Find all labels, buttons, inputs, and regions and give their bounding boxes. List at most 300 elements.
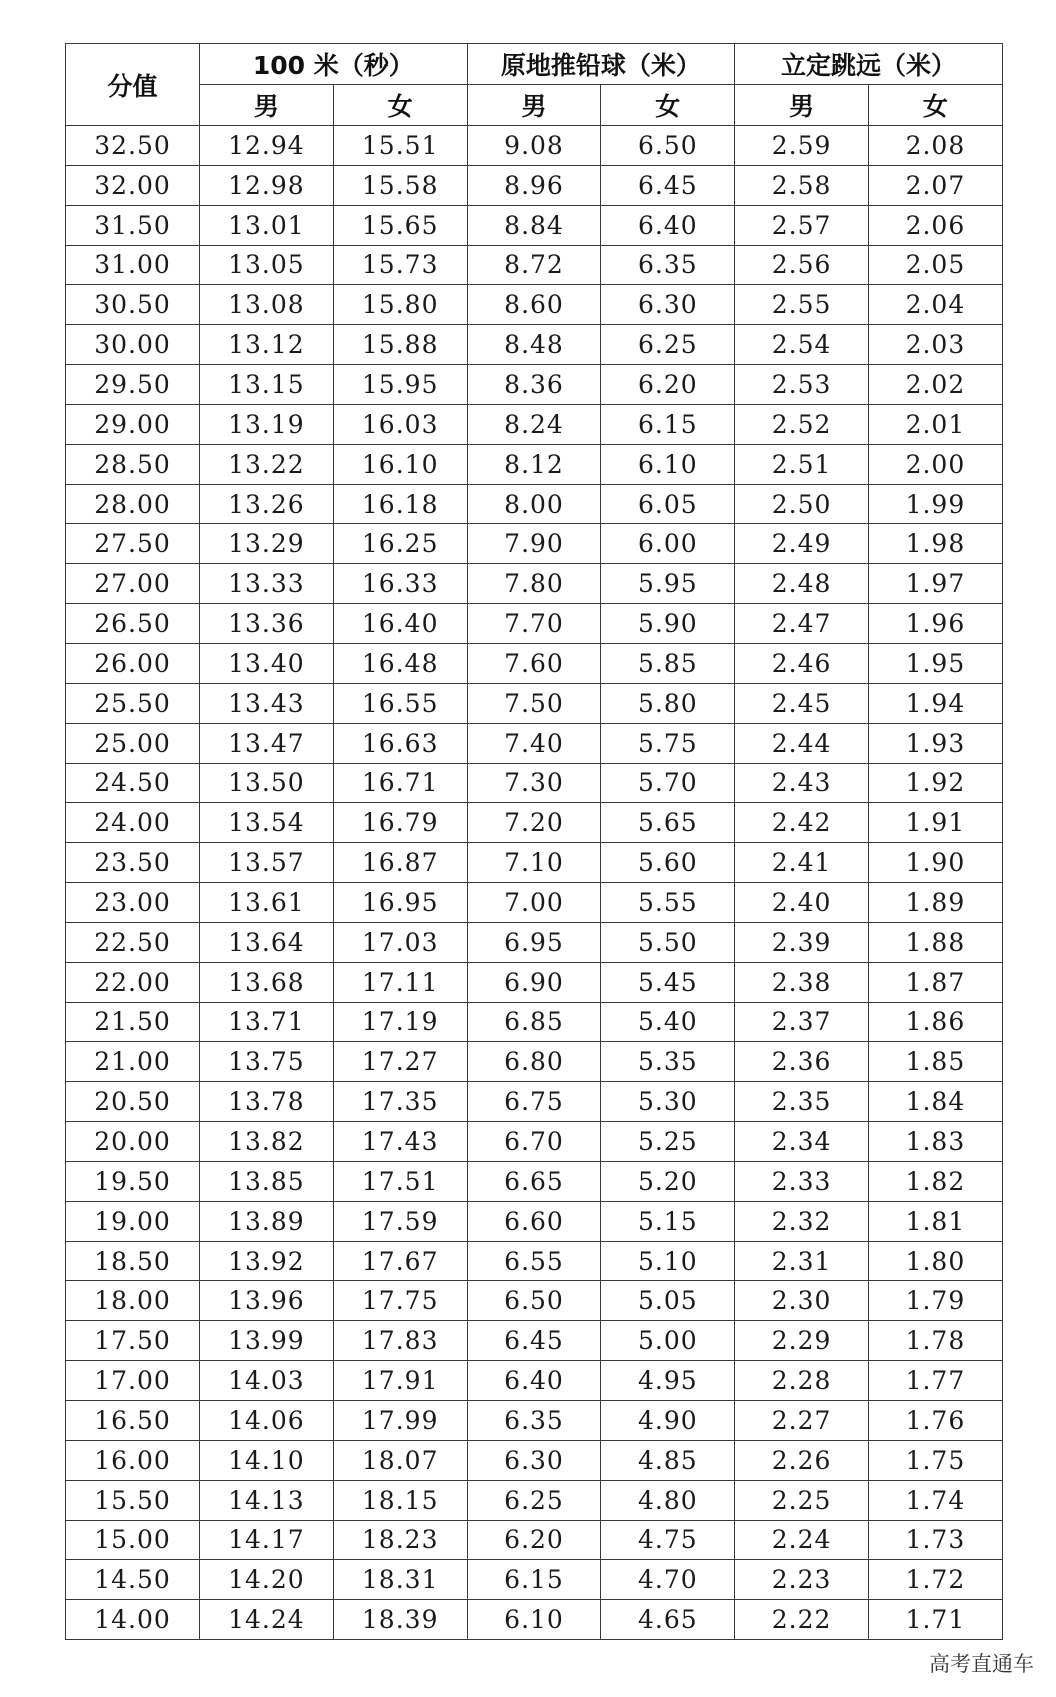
cell-long-jump-female: 1.78 (869, 1321, 1003, 1361)
cell-shot-put-female: 5.20 (601, 1161, 735, 1201)
cell-long-jump-female: 1.71 (869, 1600, 1003, 1640)
cell-shot-put-male: 8.96 (467, 165, 601, 205)
cell-long-jump-male: 2.30 (735, 1281, 869, 1321)
cell-long-jump-female: 1.89 (869, 883, 1003, 923)
table-row (66, 1241, 1003, 1281)
cell-shot-put-female: 5.50 (601, 922, 735, 962)
cell-100m-male: 14.13 (200, 1480, 334, 1520)
table-row (66, 285, 1003, 325)
cell-100m-male: 13.36 (200, 604, 334, 644)
table-row (66, 564, 1003, 604)
cell-score: 30.00 (66, 325, 200, 365)
table-row (66, 1281, 1003, 1321)
cell-long-jump-male: 2.51 (735, 444, 869, 484)
cell-100m-female: 17.91 (333, 1361, 467, 1401)
cell-100m-male: 13.85 (200, 1161, 334, 1201)
cell-long-jump-male: 2.47 (735, 604, 869, 644)
cell-long-jump-female: 1.77 (869, 1361, 1003, 1401)
cell-long-jump-female: 1.92 (869, 763, 1003, 803)
header-shot-put-male: 男 (467, 85, 601, 126)
cell-100m-male: 13.08 (200, 285, 334, 325)
cell-long-jump-male: 2.32 (735, 1201, 869, 1241)
cell-long-jump-male: 2.24 (735, 1520, 869, 1560)
cell-100m-female: 16.40 (333, 604, 467, 644)
cell-long-jump-male: 2.57 (735, 205, 869, 245)
table-row (66, 803, 1003, 843)
cell-shot-put-female: 4.90 (601, 1401, 735, 1441)
cell-100m-female: 16.55 (333, 683, 467, 723)
table-row (66, 205, 1003, 245)
header-100m: 100 米（秒） (200, 44, 468, 85)
cell-score: 25.00 (66, 723, 200, 763)
cell-shot-put-female: 5.95 (601, 564, 735, 604)
cell-score: 26.50 (66, 604, 200, 644)
cell-100m-male: 13.26 (200, 484, 334, 524)
cell-long-jump-female: 2.05 (869, 245, 1003, 285)
cell-score: 21.50 (66, 1002, 200, 1042)
cell-100m-male: 13.75 (200, 1042, 334, 1082)
cell-long-jump-female: 1.98 (869, 524, 1003, 564)
cell-100m-female: 16.87 (333, 843, 467, 883)
cell-shot-put-female: 6.40 (601, 205, 735, 245)
cell-long-jump-male: 2.40 (735, 883, 869, 923)
cell-long-jump-female: 1.85 (869, 1042, 1003, 1082)
cell-long-jump-male: 2.29 (735, 1321, 869, 1361)
table-row (66, 1361, 1003, 1401)
header-shot-put: 原地推铅球（米） (467, 44, 735, 85)
cell-100m-male: 13.89 (200, 1201, 334, 1241)
cell-long-jump-male: 2.33 (735, 1161, 869, 1201)
cell-shot-put-female: 5.70 (601, 763, 735, 803)
cell-shot-put-female: 5.30 (601, 1082, 735, 1122)
cell-score: 31.00 (66, 245, 200, 285)
cell-shot-put-male: 6.30 (467, 1440, 601, 1480)
cell-shot-put-female: 5.80 (601, 683, 735, 723)
cell-shot-put-female: 6.20 (601, 365, 735, 405)
cell-shot-put-female: 6.25 (601, 325, 735, 365)
cell-shot-put-female: 4.95 (601, 1361, 735, 1401)
cell-long-jump-male: 2.31 (735, 1241, 869, 1281)
cell-shot-put-female: 5.10 (601, 1241, 735, 1281)
cell-shot-put-female: 6.10 (601, 444, 735, 484)
cell-long-jump-female: 1.81 (869, 1201, 1003, 1241)
table-row (66, 325, 1003, 365)
cell-long-jump-female: 2.02 (869, 365, 1003, 405)
cell-score: 21.00 (66, 1042, 200, 1082)
table-row (66, 126, 1003, 166)
cell-long-jump-female: 1.93 (869, 723, 1003, 763)
cell-long-jump-female: 1.94 (869, 683, 1003, 723)
cell-score: 16.00 (66, 1440, 200, 1480)
cell-shot-put-female: 4.65 (601, 1600, 735, 1640)
cell-100m-female: 18.39 (333, 1600, 467, 1640)
cell-shot-put-male: 6.70 (467, 1122, 601, 1162)
cell-shot-put-female: 4.70 (601, 1560, 735, 1600)
cell-long-jump-female: 2.03 (869, 325, 1003, 365)
cell-score: 16.50 (66, 1401, 200, 1441)
cell-shot-put-female: 5.65 (601, 803, 735, 843)
cell-long-jump-female: 2.04 (869, 285, 1003, 325)
cell-100m-male: 14.10 (200, 1440, 334, 1480)
cell-shot-put-male: 8.48 (467, 325, 601, 365)
cell-shot-put-female: 5.40 (601, 1002, 735, 1042)
cell-score: 18.50 (66, 1241, 200, 1281)
cell-score: 24.50 (66, 763, 200, 803)
cell-100m-female: 18.31 (333, 1560, 467, 1600)
cell-100m-male: 12.98 (200, 165, 334, 205)
cell-score: 29.50 (66, 365, 200, 405)
cell-shot-put-male: 7.40 (467, 723, 601, 763)
cell-100m-male: 13.47 (200, 723, 334, 763)
table-row (66, 723, 1003, 763)
cell-100m-female: 15.65 (333, 205, 467, 245)
header-standing-long-jump: 立定跳远（米） (735, 44, 1003, 85)
cell-long-jump-female: 1.97 (869, 564, 1003, 604)
cell-100m-male: 14.24 (200, 1600, 334, 1640)
cell-100m-male: 13.82 (200, 1122, 334, 1162)
cell-long-jump-male: 2.28 (735, 1361, 869, 1401)
cell-long-jump-male: 2.38 (735, 962, 869, 1002)
cell-100m-female: 16.33 (333, 564, 467, 604)
cell-long-jump-female: 2.08 (869, 126, 1003, 166)
cell-long-jump-female: 1.79 (869, 1281, 1003, 1321)
cell-shot-put-male: 6.45 (467, 1321, 601, 1361)
cell-shot-put-female: 6.50 (601, 126, 735, 166)
cell-long-jump-male: 2.39 (735, 922, 869, 962)
cell-100m-female: 16.71 (333, 763, 467, 803)
cell-long-jump-male: 2.41 (735, 843, 869, 883)
cell-score: 23.50 (66, 843, 200, 883)
table-row (66, 524, 1003, 564)
cell-shot-put-female: 6.30 (601, 285, 735, 325)
cell-long-jump-male: 2.55 (735, 285, 869, 325)
cell-shot-put-female: 5.25 (601, 1122, 735, 1162)
cell-shot-put-male: 8.60 (467, 285, 601, 325)
cell-100m-male: 13.40 (200, 643, 334, 683)
cell-score: 17.50 (66, 1321, 200, 1361)
cell-long-jump-female: 1.83 (869, 1122, 1003, 1162)
cell-shot-put-female: 6.35 (601, 245, 735, 285)
cell-score: 15.00 (66, 1520, 200, 1560)
cell-shot-put-male: 8.12 (467, 444, 601, 484)
cell-long-jump-female: 1.73 (869, 1520, 1003, 1560)
table-row (66, 1600, 1003, 1640)
table-row (66, 643, 1003, 683)
cell-100m-male: 13.64 (200, 922, 334, 962)
cell-100m-female: 16.79 (333, 803, 467, 843)
cell-long-jump-female: 1.84 (869, 1082, 1003, 1122)
cell-long-jump-female: 1.82 (869, 1161, 1003, 1201)
cell-shot-put-male: 7.60 (467, 643, 601, 683)
cell-100m-male: 13.57 (200, 843, 334, 883)
cell-100m-male: 13.12 (200, 325, 334, 365)
table-header (66, 44, 1003, 126)
cell-100m-female: 17.19 (333, 1002, 467, 1042)
cell-shot-put-male: 7.90 (467, 524, 601, 564)
cell-shot-put-male: 6.80 (467, 1042, 601, 1082)
cell-shot-put-female: 4.80 (601, 1480, 735, 1520)
cell-100m-male: 13.50 (200, 763, 334, 803)
cell-100m-female: 16.95 (333, 883, 467, 923)
cell-long-jump-male: 2.42 (735, 803, 869, 843)
cell-shot-put-female: 5.15 (601, 1201, 735, 1241)
cell-100m-female: 15.88 (333, 325, 467, 365)
header-row-gender (66, 85, 1003, 126)
cell-score: 20.50 (66, 1082, 200, 1122)
header-long-jump-female: 女 (869, 85, 1003, 126)
cell-long-jump-female: 1.91 (869, 803, 1003, 843)
cell-score: 17.00 (66, 1361, 200, 1401)
cell-long-jump-female: 2.07 (869, 165, 1003, 205)
cell-long-jump-female: 1.90 (869, 843, 1003, 883)
cell-shot-put-female: 5.00 (601, 1321, 735, 1361)
table-row (66, 1321, 1003, 1361)
cell-shot-put-male: 7.10 (467, 843, 601, 883)
cell-shot-put-female: 5.45 (601, 962, 735, 1002)
score-table (65, 43, 1003, 1640)
cell-shot-put-male: 6.10 (467, 1600, 601, 1640)
cell-100m-female: 16.18 (333, 484, 467, 524)
watermark-text: 高考直通车 (929, 1652, 1034, 1676)
cell-100m-female: 16.03 (333, 404, 467, 444)
cell-long-jump-female: 2.01 (869, 404, 1003, 444)
cell-100m-male: 13.19 (200, 404, 334, 444)
cell-shot-put-male: 6.55 (467, 1241, 601, 1281)
cell-shot-put-female: 5.55 (601, 883, 735, 923)
cell-long-jump-male: 2.46 (735, 643, 869, 683)
score-table-container (65, 43, 1002, 1640)
cell-score: 25.50 (66, 683, 200, 723)
cell-100m-female: 17.83 (333, 1321, 467, 1361)
cell-score: 19.50 (66, 1161, 200, 1201)
cell-100m-male: 13.33 (200, 564, 334, 604)
cell-shot-put-male: 8.72 (467, 245, 601, 285)
cell-100m-male: 13.96 (200, 1281, 334, 1321)
cell-score: 24.00 (66, 803, 200, 843)
cell-long-jump-male: 2.56 (735, 245, 869, 285)
cell-long-jump-male: 2.54 (735, 325, 869, 365)
cell-shot-put-male: 6.25 (467, 1480, 601, 1520)
table-row (66, 883, 1003, 923)
cell-100m-female: 18.23 (333, 1520, 467, 1560)
cell-long-jump-male: 2.52 (735, 404, 869, 444)
cell-shot-put-male: 8.24 (467, 404, 601, 444)
header-100m-female: 女 (333, 85, 467, 126)
cell-score: 22.50 (66, 922, 200, 962)
cell-100m-female: 17.99 (333, 1401, 467, 1441)
cell-100m-female: 17.51 (333, 1161, 467, 1201)
table-row (66, 604, 1003, 644)
cell-long-jump-female: 1.86 (869, 1002, 1003, 1042)
cell-long-jump-male: 2.50 (735, 484, 869, 524)
table-row (66, 683, 1003, 723)
cell-100m-male: 12.94 (200, 126, 334, 166)
table-body (66, 126, 1003, 1640)
cell-100m-male: 13.78 (200, 1082, 334, 1122)
cell-shot-put-female: 5.75 (601, 723, 735, 763)
cell-shot-put-male: 8.00 (467, 484, 601, 524)
table-row (66, 1002, 1003, 1042)
cell-100m-male: 13.99 (200, 1321, 334, 1361)
cell-100m-male: 14.03 (200, 1361, 334, 1401)
cell-long-jump-male: 2.34 (735, 1122, 869, 1162)
cell-shot-put-male: 6.15 (467, 1560, 601, 1600)
cell-shot-put-male: 8.36 (467, 365, 601, 405)
cell-shot-put-female: 5.35 (601, 1042, 735, 1082)
cell-100m-male: 13.54 (200, 803, 334, 843)
cell-long-jump-male: 2.43 (735, 763, 869, 803)
cell-100m-male: 13.43 (200, 683, 334, 723)
cell-100m-male: 14.20 (200, 1560, 334, 1600)
table-row (66, 922, 1003, 962)
cell-shot-put-male: 9.08 (467, 126, 601, 166)
cell-100m-male: 13.05 (200, 245, 334, 285)
cell-shot-put-male: 6.65 (467, 1161, 601, 1201)
cell-long-jump-male: 2.36 (735, 1042, 869, 1082)
cell-100m-male: 14.17 (200, 1520, 334, 1560)
header-long-jump-male: 男 (735, 85, 869, 126)
cell-shot-put-male: 6.90 (467, 962, 601, 1002)
cell-long-jump-male: 2.35 (735, 1082, 869, 1122)
cell-shot-put-female: 4.85 (601, 1440, 735, 1480)
cell-100m-male: 13.68 (200, 962, 334, 1002)
cell-100m-female: 15.51 (333, 126, 467, 166)
cell-shot-put-male: 6.40 (467, 1361, 601, 1401)
table-row (66, 1401, 1003, 1441)
cell-100m-female: 16.48 (333, 643, 467, 683)
cell-score: 32.00 (66, 165, 200, 205)
cell-shot-put-female: 5.90 (601, 604, 735, 644)
cell-100m-female: 16.63 (333, 723, 467, 763)
table-row (66, 1082, 1003, 1122)
cell-long-jump-female: 1.96 (869, 604, 1003, 644)
cell-100m-female: 17.27 (333, 1042, 467, 1082)
cell-score: 20.00 (66, 1122, 200, 1162)
cell-long-jump-male: 2.48 (735, 564, 869, 604)
table-row (66, 1042, 1003, 1082)
cell-long-jump-male: 2.44 (735, 723, 869, 763)
cell-100m-female: 18.15 (333, 1480, 467, 1520)
cell-score: 29.00 (66, 404, 200, 444)
cell-long-jump-female: 1.76 (869, 1401, 1003, 1441)
cell-long-jump-male: 2.58 (735, 165, 869, 205)
cell-shot-put-female: 6.15 (601, 404, 735, 444)
cell-shot-put-male: 7.80 (467, 564, 601, 604)
header-100m-male: 男 (200, 85, 334, 126)
cell-100m-female: 16.25 (333, 524, 467, 564)
cell-100m-female: 15.80 (333, 285, 467, 325)
cell-score: 27.50 (66, 524, 200, 564)
cell-long-jump-male: 2.59 (735, 126, 869, 166)
cell-score: 32.50 (66, 126, 200, 166)
cell-100m-male: 13.22 (200, 444, 334, 484)
cell-long-jump-female: 1.75 (869, 1440, 1003, 1480)
cell-shot-put-female: 4.75 (601, 1520, 735, 1560)
cell-long-jump-male: 2.25 (735, 1480, 869, 1520)
cell-long-jump-female: 1.72 (869, 1560, 1003, 1600)
cell-100m-female: 15.95 (333, 365, 467, 405)
cell-shot-put-male: 7.00 (467, 883, 601, 923)
cell-long-jump-male: 2.37 (735, 1002, 869, 1042)
cell-score: 31.50 (66, 205, 200, 245)
cell-100m-male: 13.61 (200, 883, 334, 923)
cell-100m-male: 13.71 (200, 1002, 334, 1042)
table-row (66, 843, 1003, 883)
header-shot-put-female: 女 (601, 85, 735, 126)
cell-shot-put-male: 6.20 (467, 1520, 601, 1560)
cell-long-jump-male: 2.26 (735, 1440, 869, 1480)
table-row (66, 763, 1003, 803)
cell-score: 26.00 (66, 643, 200, 683)
cell-100m-female: 17.67 (333, 1241, 467, 1281)
table-row (66, 484, 1003, 524)
cell-shot-put-male: 6.95 (467, 922, 601, 962)
cell-long-jump-male: 2.49 (735, 524, 869, 564)
cell-100m-male: 14.06 (200, 1401, 334, 1441)
cell-100m-female: 18.07 (333, 1440, 467, 1480)
cell-100m-female: 15.58 (333, 165, 467, 205)
cell-100m-female: 16.10 (333, 444, 467, 484)
cell-score: 27.00 (66, 564, 200, 604)
cell-shot-put-female: 5.85 (601, 643, 735, 683)
cell-score: 28.00 (66, 484, 200, 524)
cell-long-jump-male: 2.23 (735, 1560, 869, 1600)
cell-100m-male: 13.29 (200, 524, 334, 564)
cell-100m-male: 13.92 (200, 1241, 334, 1281)
cell-shot-put-male: 6.35 (467, 1401, 601, 1441)
cell-score: 15.50 (66, 1480, 200, 1520)
cell-long-jump-female: 1.88 (869, 922, 1003, 962)
cell-score: 22.00 (66, 962, 200, 1002)
cell-100m-female: 17.75 (333, 1281, 467, 1321)
cell-100m-female: 17.35 (333, 1082, 467, 1122)
table-row (66, 1161, 1003, 1201)
cell-long-jump-female: 2.06 (869, 205, 1003, 245)
table-row (66, 962, 1003, 1002)
cell-100m-female: 17.03 (333, 922, 467, 962)
cell-shot-put-male: 7.20 (467, 803, 601, 843)
cell-long-jump-female: 1.74 (869, 1480, 1003, 1520)
cell-long-jump-male: 2.22 (735, 1600, 869, 1640)
cell-long-jump-female: 1.99 (869, 484, 1003, 524)
cell-score: 14.00 (66, 1600, 200, 1640)
cell-score: 30.50 (66, 285, 200, 325)
cell-long-jump-female: 2.00 (869, 444, 1003, 484)
table-row (66, 1122, 1003, 1162)
score-column-header: 分值 (66, 44, 200, 126)
cell-shot-put-female: 5.05 (601, 1281, 735, 1321)
cell-long-jump-male: 2.45 (735, 683, 869, 723)
header-row-groups (66, 44, 1003, 85)
table-row (66, 444, 1003, 484)
cell-score: 14.50 (66, 1560, 200, 1600)
cell-shot-put-male: 8.84 (467, 205, 601, 245)
table-row (66, 245, 1003, 285)
table-row (66, 404, 1003, 444)
cell-score: 19.00 (66, 1201, 200, 1241)
cell-shot-put-male: 6.75 (467, 1082, 601, 1122)
table-row (66, 1520, 1003, 1560)
cell-100m-female: 17.43 (333, 1122, 467, 1162)
table-row (66, 1560, 1003, 1600)
cell-long-jump-female: 1.95 (869, 643, 1003, 683)
cell-score: 18.00 (66, 1281, 200, 1321)
cell-long-jump-female: 1.87 (869, 962, 1003, 1002)
table-row (66, 1480, 1003, 1520)
cell-100m-male: 13.01 (200, 205, 334, 245)
cell-shot-put-female: 6.05 (601, 484, 735, 524)
cell-score: 23.00 (66, 883, 200, 923)
